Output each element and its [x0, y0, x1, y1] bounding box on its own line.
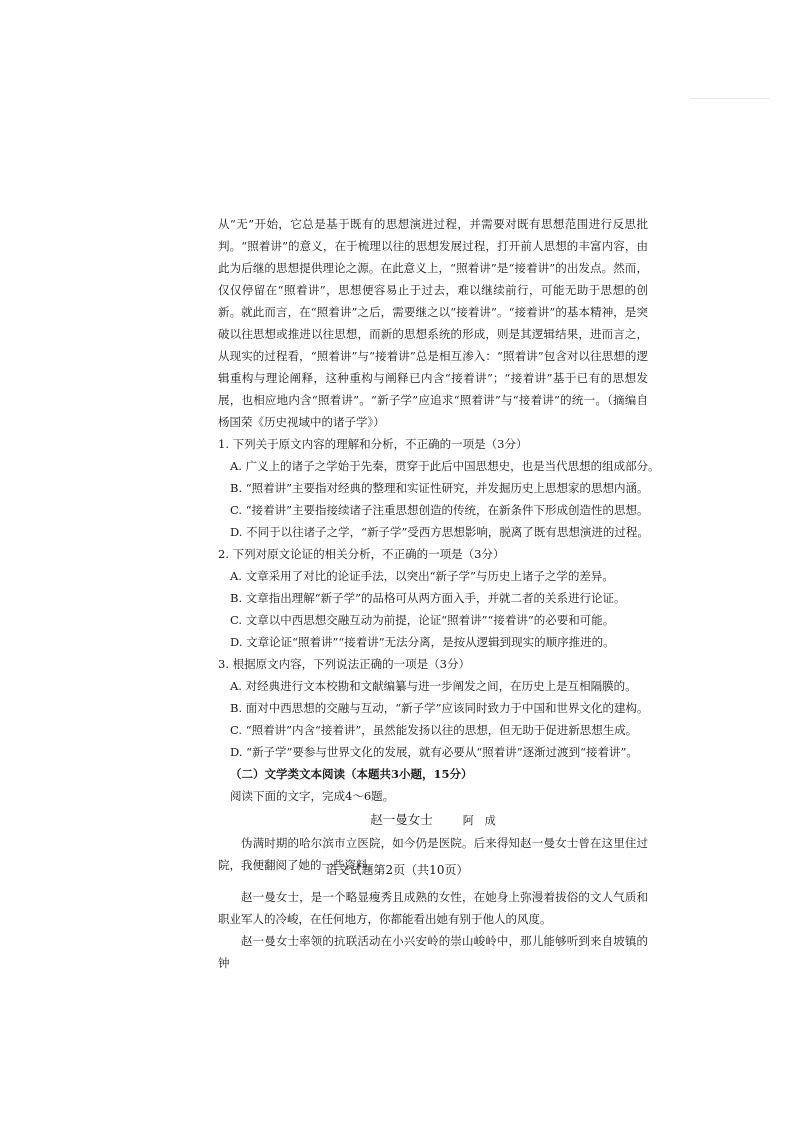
option-b: B. 文章指出理解“新子学”的品格可从两方面入手，并就二者的关系进行论证。 — [230, 591, 626, 605]
option-b: B. 面对中西思想的交融与互动，“新子学”应该同时致力于中国和世界文化的建构。 — [230, 701, 649, 715]
option-a: A. 文章采用了对比的论证手法，以突出“新子学”与历史上诸子之学的差异。 — [230, 569, 614, 583]
question-1 — [218, 433, 660, 543]
story-title-line — [218, 809, 648, 832]
question-3 — [218, 653, 648, 763]
option-c: C. “接着讲”主要指接续诸子注重思想创造的传统，在新条件下形成创造性的思想。 — [230, 503, 649, 517]
option-d: D. 不同于以往诸子之学，“新子学”受西方思想影响，脱离了既有思想演进的过程。 — [230, 525, 649, 539]
option-d: D. “新子学”要参与世界文化的发展，就有必要从“照着讲”逐渐过渡到“接着讲”。 — [230, 745, 638, 759]
story-author: 阿 成 — [462, 814, 496, 827]
passage-paragraph — [218, 213, 648, 433]
story-paragraph: 赵一曼女士，是一个略显瘦秀且成熟的女性，在她身上弥漫着拔俗的文人气质和职业军人的冷峻，在任何地方，你都能看出她有别于他人的风度。 — [218, 890, 648, 926]
scan-mark — [690, 98, 770, 99]
question-stem: 3. 根据原文内容，下列说法正确的一项是（3分） — [218, 657, 470, 671]
option-d: D. 文章论证“照着讲”“接着讲”无法分离，是按从逻辑到现实的顺序推进的。 — [230, 635, 615, 649]
question-stem: 2. 下列对原文论证的相关分析，不正确的一项是（3分） — [218, 547, 505, 561]
passage-source: （摘编自杨国荣《历史视域中的诸子学》） — [218, 393, 649, 429]
story-title: 赵一曼女士 — [370, 812, 433, 827]
passage-text: 从“无”开始，它总是基于既有的思想演进过程，并需要对既有思想范围进行反思批判。“照着讲”的意义，在于梳理以往的思想发展过程，打开前人思想的丰富内容，由此为后继的思想提供理论之源。在此意义上，“照着讲”是“接着讲”的出发点。然而，仅仅停留在“照着讲”，思想便容易止于过去，难以继续前行，可能无助于思想的创新。就此而言，在“照着讲”之后，需要继之以“接着讲”。“接着讲”的基本精神，是突破以往思想或推进以往思想，而新的思想系统的形成，则是其逻辑结果，进而言之，从现实的过程看，“照着讲”与“接着讲”总是相互渗入：“照着讲”包含对以往思想的逻辑重构与理论阐释，这种重构与阐释已内含“接着讲”；“接着讲”基于已有的思想发展，也相应地内含“照着讲”。“新子学”应追求“照着讲”与“接着讲”的统一。 — [218, 217, 648, 407]
page-content — [218, 213, 660, 974]
option-b: B. “照着讲”主要指对经典的整理和实证性研究，并发掘历史上思想家的思想内涵。 — [230, 481, 649, 495]
story-paragraph: 伪满时期的哈尔滨市立医院，如今仍是医院。后来得知赵一曼女士曾在这里住过院，我便翻阅了她的一些资料。 — [218, 836, 648, 872]
question-2 — [218, 543, 648, 653]
reading-prompt: 阅读下面的文字，完成4～6题。 — [230, 789, 395, 803]
option-a: A. 广义上的诸子之学始于先秦，贯穿于此后中国思想史，也是当代思想的组成部分。 — [230, 459, 660, 473]
option-a: A. 对经典进行文本校勘和文献编纂与进一步阐发之间，在历史上是互相隔膜的。 — [230, 679, 637, 693]
story-paragraph: 赵一曼女士率领的抗联活动在小兴安岭的崇山峻岭中，那儿能够听到来自坡镇的钟 — [218, 934, 648, 970]
option-c: C. “照着讲”内含“接着讲”，虽然能发扬以往的思想，但无助于促进新思想生成。 — [230, 723, 638, 737]
question-stem: 1. 下列关于原文内容的理解和分析，不正确的一项是（3分） — [218, 437, 528, 451]
option-c: C. 文章以中西思想交融互动为前提，论证“照着讲”“接着讲”的必要和可能。 — [230, 613, 615, 627]
section-heading: （二）文学类文本阅读（本题共3小题，15分） — [230, 767, 473, 781]
page-footer: 语文试题第2页（共10页） — [325, 863, 469, 877]
